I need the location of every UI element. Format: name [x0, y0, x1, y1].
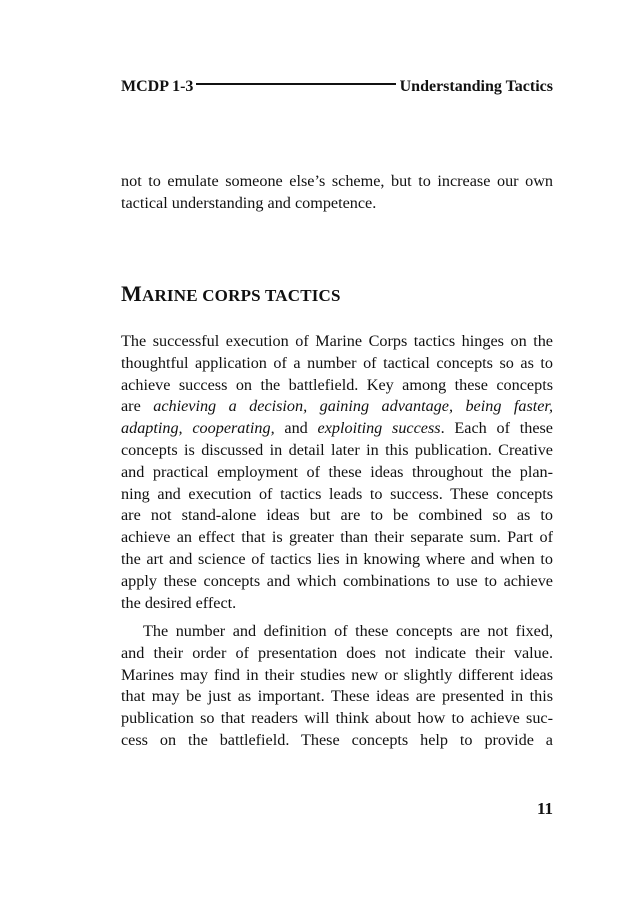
paragraph1-line-9: are not stand-alone ideas but are to be combined so as to	[121, 506, 553, 525]
paragraph1-line-2: thoughtful application of a number of tactical concepts so as to	[121, 353, 553, 372]
running-header	[121, 76, 553, 98]
section-heading-rest: ARINE CORPS TACTICS	[141, 286, 341, 305]
paragraph2-line-3: Marines may find in their studies new or slightly different ideas	[121, 665, 553, 684]
paragraph1-line-8: ning and execution of tactics leads to success. These concepts	[121, 484, 553, 503]
paragraph1-line-13: the desired effect.	[121, 593, 237, 612]
paragraph2-line-2: and their order of presentation does not indicate their value.	[121, 643, 553, 662]
paragraph1-line-5-text: . Each of these	[440, 419, 553, 438]
paragraph1-line-6: concepts is discussed in detail later in this publication. Creative	[121, 440, 553, 459]
paragraph1-line-4-text: are	[121, 397, 154, 416]
body-paragraph-1	[121, 331, 553, 614]
intro-line-1: not to emulate someone else’s scheme, but to increase our own	[121, 172, 553, 190]
header-rule	[196, 83, 395, 85]
intro-line-2: tactical understanding and competence.	[121, 193, 377, 212]
paragraph1-line-12: apply these concepts and which combinations to use to achieve	[121, 571, 553, 590]
paragraph1-concepts-italic-2: adapting, cooperating,	[121, 419, 275, 438]
intro-paragraph	[121, 171, 553, 215]
paragraph1-line-10: achieve an effect that is greater than their separate sum. Part of	[121, 528, 553, 547]
header-publication-id: MCDP 1-3	[121, 78, 194, 95]
page-number: 11	[536, 799, 553, 818]
header-chapter-title: Understanding Tactics	[399, 78, 553, 95]
paragraph2-line-1: The number and definition of these concepts are not fixed,	[143, 622, 553, 640]
paragraph2-line-4: that may be just as important. These ideas are presented in this	[121, 687, 553, 706]
paragraph1-line-4	[121, 396, 553, 418]
paragraph2-line-6: cess on the battlefield. These concepts help to provide a	[121, 730, 553, 749]
paragraph1-concepts-italic-1: achieving a decision, gaining advantage, being faster,	[153, 397, 553, 416]
paragraph1-line-5-and: and	[274, 419, 318, 438]
section-heading	[121, 281, 341, 307]
paragraph1-line-11: the art and science of tactics lies in knowing where and when to	[121, 549, 553, 568]
paragraph1-line-5	[121, 418, 553, 440]
paragraph2-line-5: publication so that readers will think about how to achieve suc-	[121, 709, 553, 728]
section-heading-initial: M	[121, 281, 142, 306]
paragraph1-line-3: achieve success on the battlefield. Key among these concepts	[121, 375, 553, 394]
paragraph1-concepts-italic-3: exploiting success	[317, 419, 441, 438]
paragraph1-line-1: The successful execution of Marine Corps tactics hinges on the	[121, 332, 553, 350]
paragraph1-line-7: and practical employment of these ideas throughout the plan-	[121, 462, 553, 481]
body-paragraph-2	[121, 621, 553, 752]
